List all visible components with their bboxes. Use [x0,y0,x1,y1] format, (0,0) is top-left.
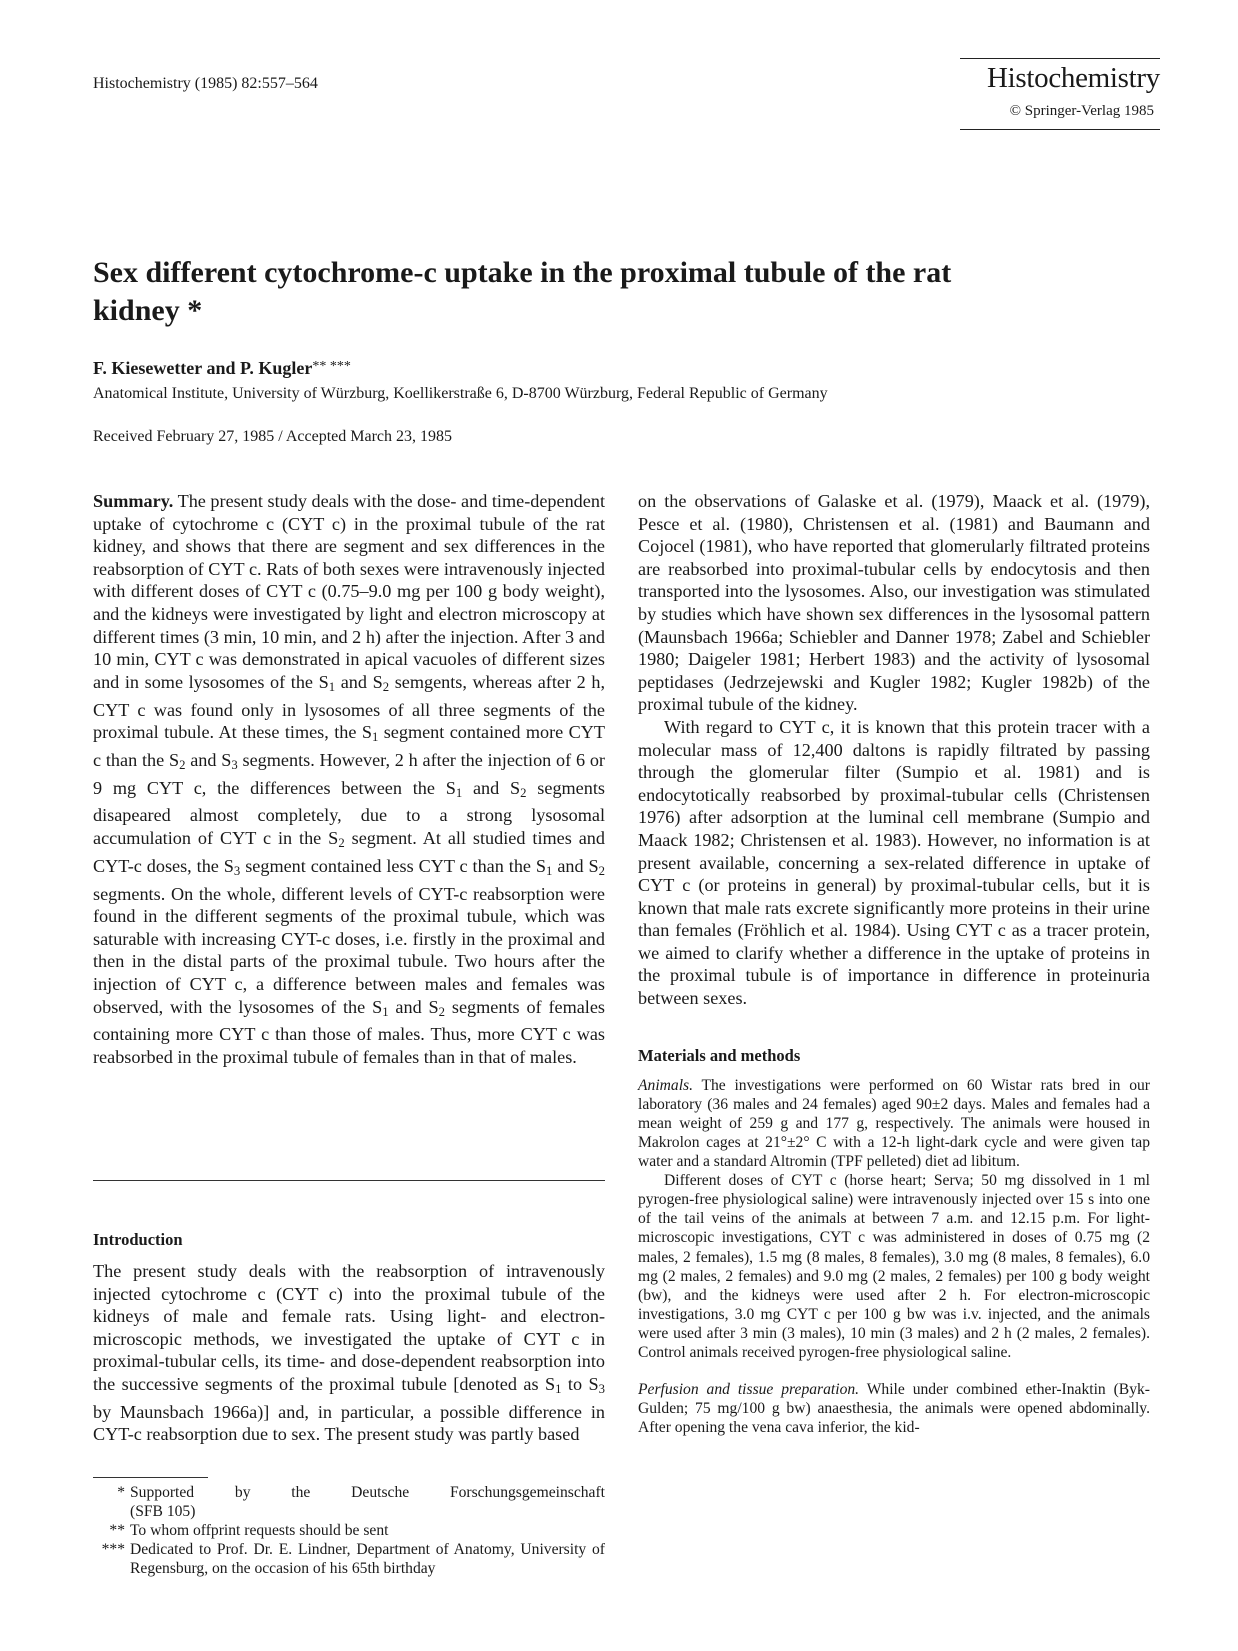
introduction-paragraph: The present study deals with the reabsorption of intravenously injected cytochrome c (CYT c) into the proximal tubule of the kidneys of male and female rats. Using light- and electron-microscopic methods, we investigated the uptake of CYT c in proximal-tubular cells, its time- and dose-dependent reabsorption into the successive segments of the proximal tubule [denoted as $S_1$ to $S_3$ by Maunsbach 1966a)] and, in particular, a possible difference in CYT-c reabsorption due to sex. The present study was partly based [93,1261,606,1445]
perfusion-label: Perfusion and tissue preparation. [638,1381,860,1399]
title-footnote-mark: * [187,294,203,327]
affiliation: Anatomical Institute, University of Würzburg, Koellikerstraße 6, D-8700 Würzburg, Federal Republic of Germany [93,385,828,402]
journal-name: Histochemistry [986,62,1160,94]
footnotes [93,1483,605,1578]
author-footnote-marks: ** *** [312,359,351,374]
author-names: F. Kiesewetter and P. Kugler [93,358,313,378]
right-column [638,490,1150,1437]
introduction-cytc-paragraph: With regard to CYT c, it is known that this protein tracer with a molecular mass of 12,400 daltons is rapidly filtrated by passing through the glomerular filter (Sumpio et al. 1981) and is endocytotically reabsorbed by proximal-tubular cells (Christensen 1976) after adsorption at the luminal cell membrane (Sumpio and Maack 1982; Christensen et al. 1983). However, no information is at present available, concerning a sex-related difference in uptake of CYT c (or proteins in general) by proximal-tubular cells, but it is known that male rats excrete significantly more proteins in their urine than females (Fröhlich et al. 1984). Using CYT c as a tracer protein, we aimed to clarify whether a difference in the uptake of proteins in the proximal tubule is of importance in difference in proteinuria between sexes. [638,716,1150,1009]
header-rule-bottom [960,129,1160,130]
received-dates: Received February 27, 1985 / Accepted March 23, 1985 [93,428,453,445]
authors [93,358,351,379]
animals-paragraph: Animals. The investigations were performed on 60 Wistar rats bred in our laboratory (36 males and 24 females) aged 90±2 days. Males and females had a mean weight of 259 g and 177 g, respectively. The animals were housed in Makrolon cages at 21°±2° C with a 12-h light-dark cycle and were given tap water and a standard Altromin (TPF pelleted) diet ad libitum. [638,1076,1150,1171]
summary-paragraph: Summary. The present study deals with the dose- and time-dependent uptake of cytochrome c (CYT c) in the proximal tubule of the rat kidney, and shows that there are segment and sex differences in the reabsorption of CYT c. Rats of both sexes were intravenously injected with different doses of CYT c (0.75–9.0 mg per 100 g body weight), and the kidneys were investigated by light and electron microscopy at different times (3 min, 10 min, and 2 h) after the injection. After 3 and 10 min, CYT c was demonstrated in apical vacuoles of different sizes and in some lysosomes of the $S_1$ and $S_2$ semgents, whereas after 2 h, CYT c was found only in lysosomes of all three segments of the proximal tubule. At these times, the $S_1$ segment contained more CYT c than the $S_2$ and $S_3$ segments. However, 2 h after the injection of 6 or 9 mg CYT c, the differences between the $S_1$ and $S_2$ segments disapeared almost completely, due to a strong lysosomal accumulation of CYT c in the $S_2$ segment. At all studied times and CYT-c doses, the $S_3$ segment contained less CYT c than the $S_1$ and $S_2$ segments. On the whole, different levels of CYT-c reabsorption were found in the different segments of the proximal tubule, which was saturable with increasing CYT-c doses, i.e. firstly in the proximal and then in the distal parts of the proximal tubule. Two hours after the injection of CYT c, a difference between males and females was observed, with the lysosomes of the $S_1$ and $S_2$ segments of females containing more CYT c than those of males. Thus, more CYT c was reabsorbed in the proximal tubule of females than in that of males. [93,491,606,1067]
introduction-continued: on the observations of Galaske et al. (1979), Maack et al. (1979), Pesce et al. (1980), Christensen et al. (1981) and Baumann and Cojocel (1981), who have reported that glomerularly filtrated proteins are reabsorbed into proximal-tubular cells by endocytosis and then transported into the lysosomes. Also, our investigation was stimulated by studies which have shown sex differences in the lysosomal pattern (Maunsbach 1966a; Schiebler and Danner 1978; Zabel and Schiebler 1980; Daigeler 1981; Herbert 1983) and the activity of lysosomal peptidases (Jedrzejewski and Kugler 1982; Kugler 1982b) of the proximal tubule of the kidney. [638,491,1150,715]
methods-heading: Materials and methods [638,1045,801,1065]
header-rule-top [960,58,1160,59]
footnote-2: ** To whom offprint requests should be sent [109,1522,389,1539]
summary-label: Summary. [93,491,174,511]
introduction-heading: Introduction [93,1230,183,1249]
footnote-1: * Supported by the Deutsche Forschungsgemeinschaft (SFB 105) [117,1484,605,1520]
animals-label: Animals. [638,1076,694,1094]
summary-section [93,490,605,1068]
copyright-notice: © Springer-Verlag 1985 [1009,103,1154,119]
introduction-section [93,1230,605,1446]
perfusion-paragraph: Perfusion and tissue preparation. While under combined ether-Inaktin (Byk-Gulden; 75 mg/100 g bw) anaesthesia, the animals were opened abdominally. After opening the vena cava inferior, the kid- [638,1381,1150,1437]
summary-rule [93,1180,605,1181]
article-title [93,254,993,330]
doses-paragraph: Different doses of CYT c (horse heart; Serva; 50 mg dissolved in 1 ml pyrogen-free physiological saline) were intravenously injected over 15 s into one of the tail veins of the animals at between 7 a.m. and 12.15 p.m. For light-microscopic investigations, CYT c was administered in doses of 0.75 mg (2 males, 2 females), 1.5 mg (8 males, 8 females), 3.0 mg (8 males, 8 females), 6.0 mg (2 males, 2 females) and 9.0 mg (2 males, 2 females) per 100 g body weight (bw), and the kidneys were used after 2 h. For electron-microscopic investigations, 3.0 mg CYT c per 100 g bw was i.v. injected, and the animals were used after 3 min (3 males), 10 min (3 males) and 2 h (2 males, 2 females). Control animals received pyrogen-free physiological saline. [638,1172,1150,1361]
journal-citation: Histochemistry (1985) 82:557–564 [93,75,318,92]
footnote-3: *** Dedicated to Prof. Dr. E. Lindner, Department of Anatomy, University of Regensburg, on the occasion of his 65th birthday [101,1541,605,1577]
title-text: Sex different cytochrome-c uptake in the proximal tubule of the rat kidney [93,256,952,327]
footnote-rule [93,1477,208,1478]
